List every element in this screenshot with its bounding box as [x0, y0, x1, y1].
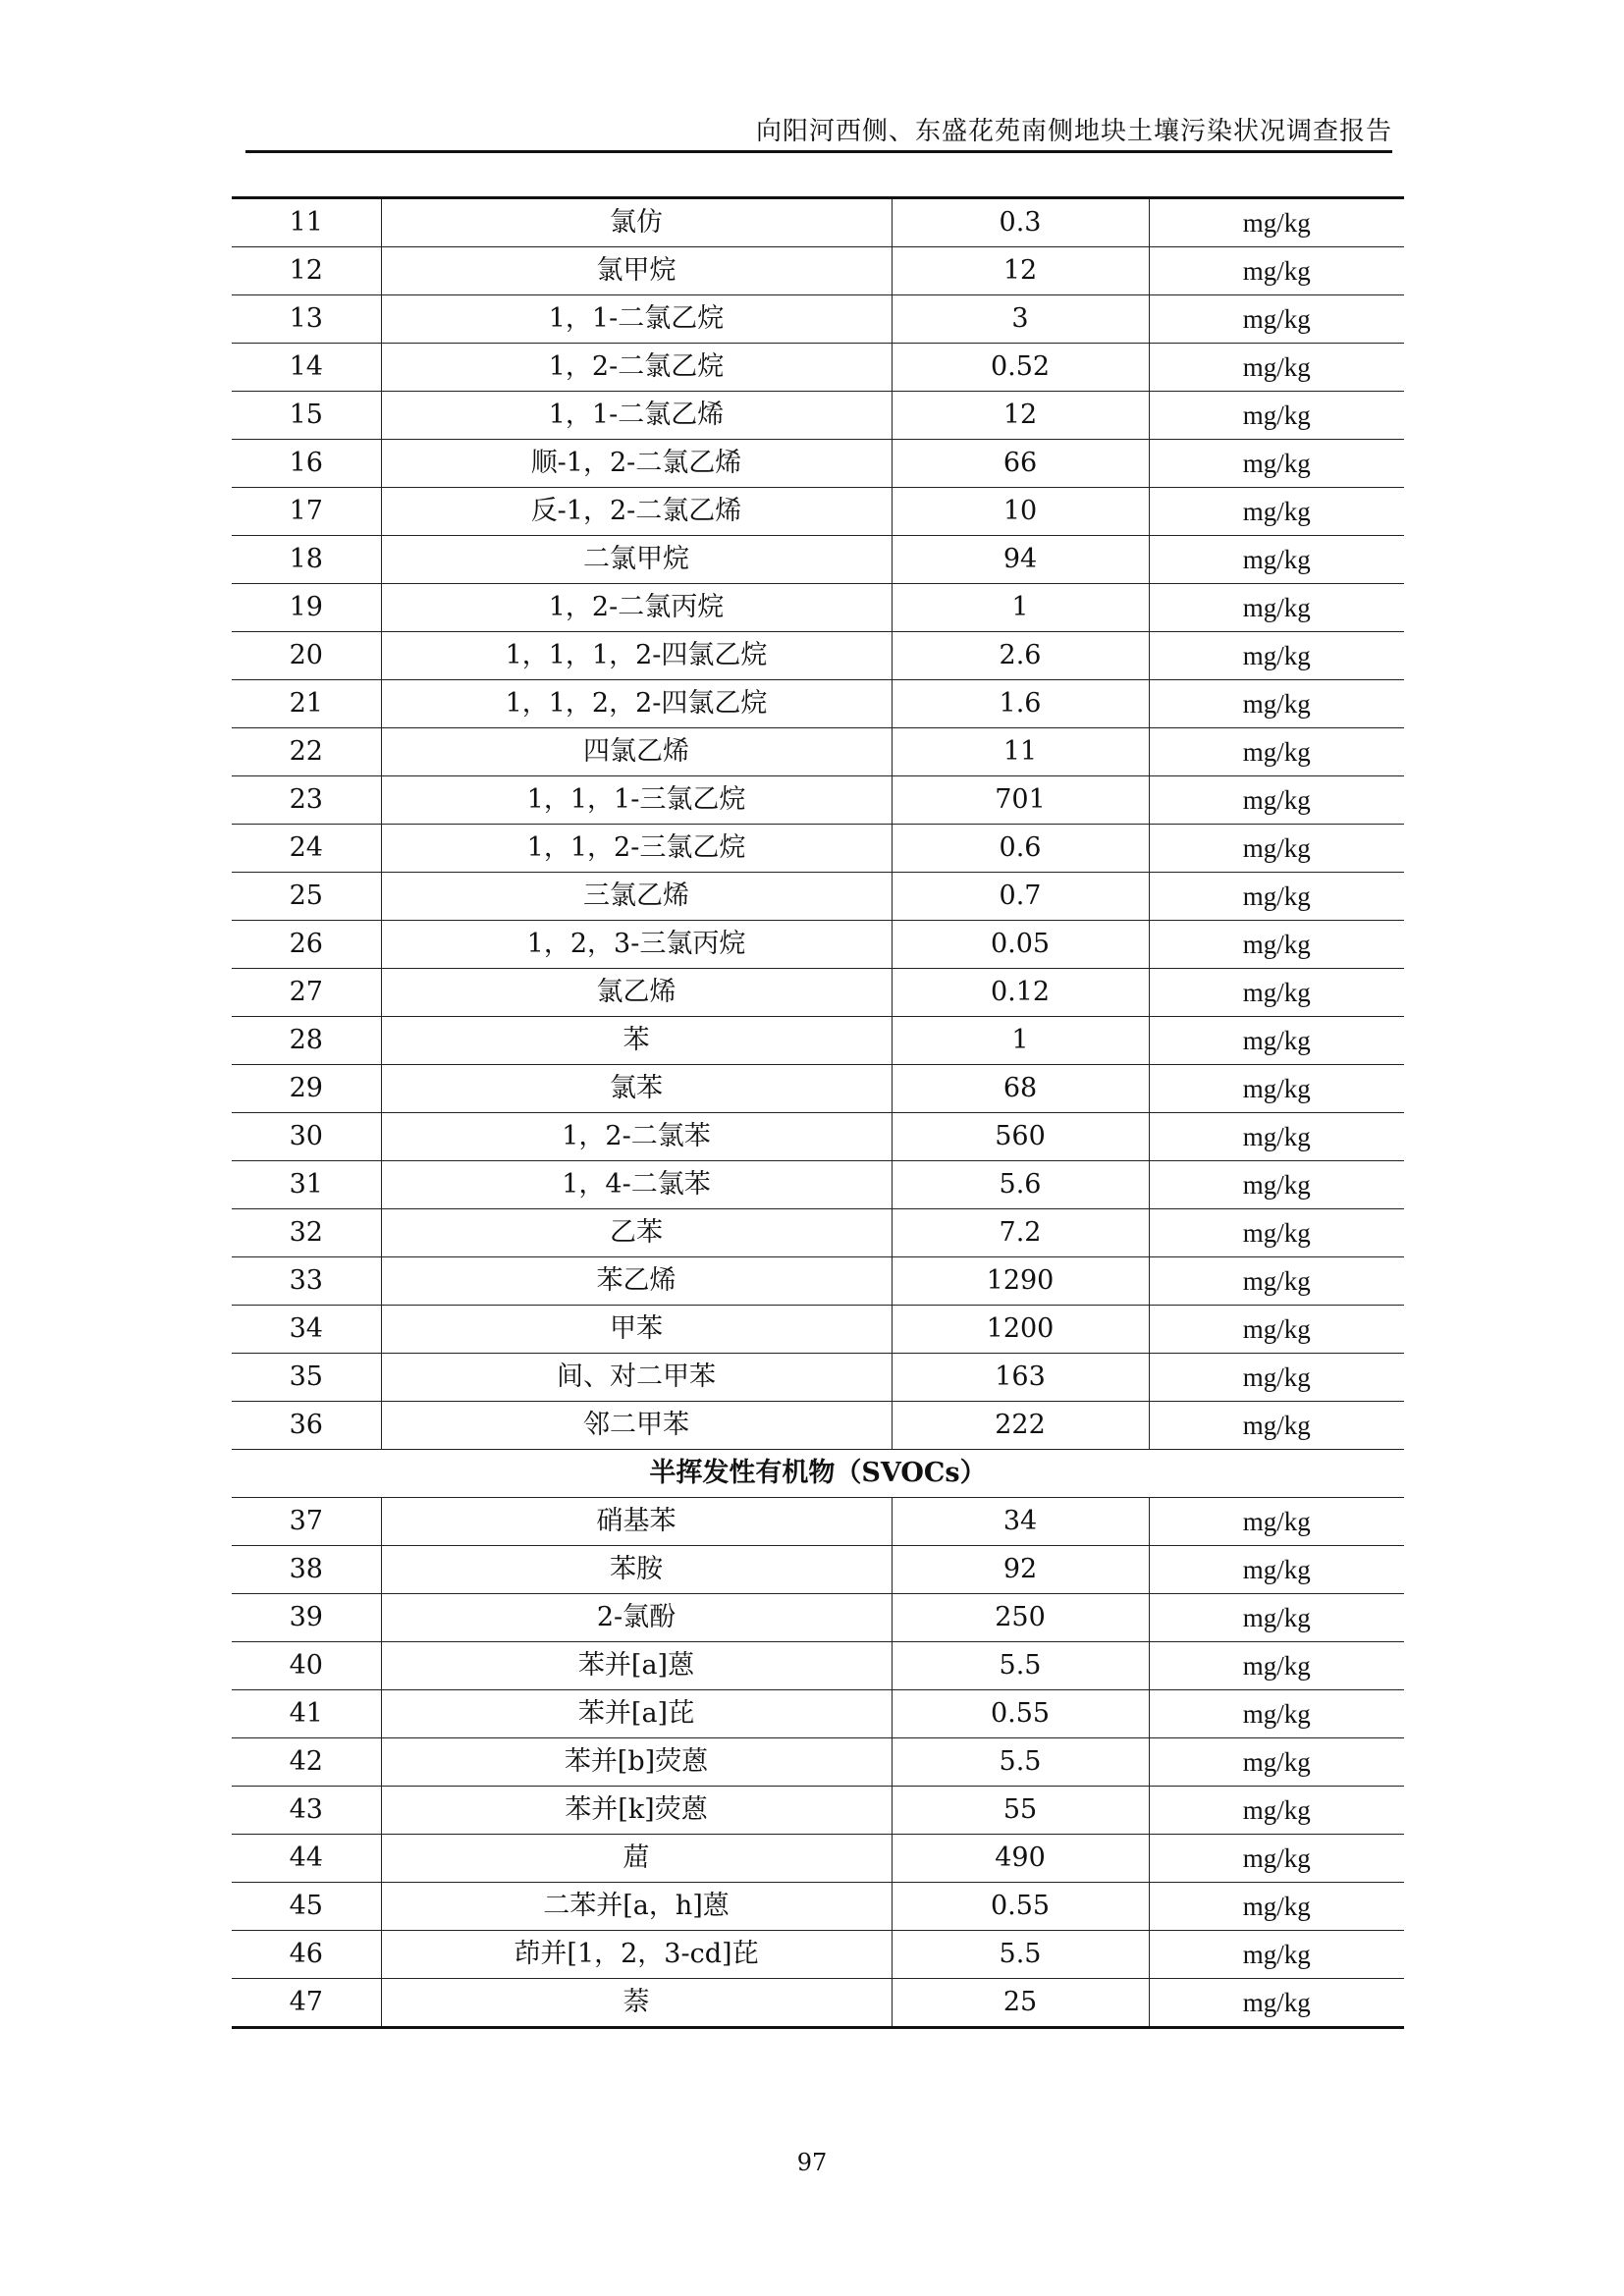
row-number-cell: 17 — [232, 488, 381, 536]
substance-name-cell: 苯并[a]蒽 — [381, 1642, 892, 1690]
screening-value-cell: 1 — [892, 584, 1149, 632]
row-number-cell: 32 — [232, 1209, 381, 1257]
table-row — [232, 198, 1404, 247]
unit-cell: mg/kg — [1149, 440, 1404, 488]
section-header-row — [232, 1450, 1404, 1498]
screening-value-cell: 5.5 — [892, 1642, 1149, 1690]
screening-value-cell: 0.05 — [892, 921, 1149, 969]
unit-cell: mg/kg — [1149, 1402, 1404, 1450]
substance-name-cell: 苯并[b]荧蒽 — [381, 1738, 892, 1787]
unit-cell: mg/kg — [1149, 1161, 1404, 1209]
table-row — [232, 825, 1404, 873]
row-number-cell: 40 — [232, 1642, 381, 1690]
table-row — [232, 1546, 1404, 1594]
row-number-cell: 23 — [232, 776, 381, 825]
table-row — [232, 728, 1404, 776]
row-number-cell: 12 — [232, 247, 381, 295]
substance-name-cell: 1，1，2，2-四氯乙烷 — [381, 680, 892, 728]
unit-cell: mg/kg — [1149, 1209, 1404, 1257]
substance-name-cell: 乙苯 — [381, 1209, 892, 1257]
row-number-cell: 41 — [232, 1690, 381, 1738]
substance-name-cell: 1，2-二氯苯 — [381, 1113, 892, 1161]
row-number-cell: 29 — [232, 1065, 381, 1113]
row-number-cell: 43 — [232, 1787, 381, 1835]
table-row — [232, 1498, 1404, 1546]
substance-name-cell: 间、对二甲苯 — [381, 1354, 892, 1402]
row-number-cell: 46 — [232, 1931, 381, 1979]
row-number-cell: 25 — [232, 873, 381, 921]
unit-cell: mg/kg — [1149, 584, 1404, 632]
unit-cell: mg/kg — [1149, 921, 1404, 969]
screening-value-cell: 0.6 — [892, 825, 1149, 873]
unit-cell: mg/kg — [1149, 344, 1404, 392]
row-number-cell: 11 — [289, 207, 323, 238]
screening-value-cell: 7.2 — [892, 1209, 1149, 1257]
row-number-cell: 28 — [232, 1017, 381, 1065]
screening-value-cell: 66 — [892, 440, 1149, 488]
screening-value-cell: 1290 — [892, 1257, 1149, 1306]
screening-value-cell: 55 — [892, 1787, 1149, 1835]
row-number-cell: 21 — [232, 680, 381, 728]
row-number-cell: 20 — [232, 632, 381, 680]
screening-value-cell: 1 — [892, 1017, 1149, 1065]
substance-name-cell: 二苯并[a，h]蒽 — [381, 1883, 892, 1931]
table-row — [232, 1979, 1404, 2028]
screening-value-cell: 5.5 — [892, 1931, 1149, 1979]
table-row — [232, 1113, 1404, 1161]
screening-value-cell: 68 — [892, 1065, 1149, 1113]
unit-cell: mg/kg — [1149, 1690, 1404, 1738]
screening-values-table-container — [232, 196, 1404, 2029]
row-number-cell: 31 — [232, 1161, 381, 1209]
table-row — [232, 295, 1404, 344]
row-number-cell: 13 — [232, 295, 381, 344]
table-row — [232, 1690, 1404, 1738]
substance-name-cell: 氯甲烷 — [381, 247, 892, 295]
unit-cell: mg/kg — [1149, 536, 1404, 584]
table-row — [232, 1209, 1404, 1257]
screening-value-cell: 1200 — [892, 1306, 1149, 1354]
unit-cell: mg/kg — [1149, 632, 1404, 680]
substance-name-cell: 氯乙烯 — [381, 969, 892, 1017]
screening-value-cell: 2.6 — [892, 632, 1149, 680]
screening-value-cell: 250 — [892, 1594, 1149, 1642]
row-number-cell: 39 — [232, 1594, 381, 1642]
screening-value-cell: 0.55 — [892, 1690, 1149, 1738]
section-header: 半挥发性有机物（SVOCs） — [232, 1450, 1404, 1498]
substance-name-cell: 氯苯 — [381, 1065, 892, 1113]
table-body — [232, 198, 1404, 2028]
unit-cell: mg/kg — [1149, 1594, 1404, 1642]
unit-cell: mg/kg — [1149, 1306, 1404, 1354]
unit-cell: mg/kg — [1149, 1642, 1404, 1690]
unit-cell: mg/kg — [1149, 1354, 1404, 1402]
screening-value-cell: 5.6 — [892, 1161, 1149, 1209]
unit-cell: mg/kg — [1149, 198, 1404, 247]
substance-name-cell: 苯并[k]荧蒽 — [381, 1787, 892, 1835]
table-row — [232, 632, 1404, 680]
substance-name-cell: 硝基苯 — [381, 1498, 892, 1546]
row-number-cell: 14 — [232, 344, 381, 392]
row-number-cell: 44 — [232, 1835, 381, 1883]
screening-values-table — [232, 196, 1404, 2029]
screening-value-cell: 10 — [892, 488, 1149, 536]
substance-name-cell: 䓛 — [381, 1835, 892, 1883]
unit-cell: mg/kg — [1149, 825, 1404, 873]
unit-cell: mg/kg — [1149, 1931, 1404, 1979]
row-number-cell: 34 — [232, 1306, 381, 1354]
table-row — [232, 1306, 1404, 1354]
table-row — [232, 1017, 1404, 1065]
unit-cell: mg/kg — [1149, 680, 1404, 728]
row-number-cell: 24 — [232, 825, 381, 873]
unit-cell: mg/kg — [1149, 1883, 1404, 1931]
table-row — [232, 344, 1404, 392]
substance-name-cell: 二氯甲烷 — [381, 536, 892, 584]
screening-value-cell: 0.3 — [892, 198, 1149, 247]
screening-value-cell: 0.52 — [892, 344, 1149, 392]
unit-cell: mg/kg — [1149, 776, 1404, 825]
substance-name-cell: 1，2-二氯丙烷 — [381, 584, 892, 632]
row-number-cell: 33 — [232, 1257, 381, 1306]
unit-cell: mg/kg — [1149, 969, 1404, 1017]
screening-value-cell: 12 — [892, 247, 1149, 295]
screening-value-cell: 0.7 — [892, 873, 1149, 921]
row-number-cell: 36 — [232, 1402, 381, 1450]
table-row — [232, 1257, 1404, 1306]
unit-cell: mg/kg — [1149, 1113, 1404, 1161]
row-number-cell: 35 — [232, 1354, 381, 1402]
unit-cell: mg/kg — [1149, 488, 1404, 536]
table-row — [232, 1065, 1404, 1113]
table-row — [232, 873, 1404, 921]
unit-cell: mg/kg — [1149, 1065, 1404, 1113]
screening-value-cell: 34 — [892, 1498, 1149, 1546]
unit-cell: mg/kg — [1149, 295, 1404, 344]
substance-name-cell: 1，1，1-三氯乙烷 — [381, 776, 892, 825]
table-row — [232, 921, 1404, 969]
substance-name-cell: 茚并[1，2，3-cd]芘 — [381, 1931, 892, 1979]
substance-name-cell: 1，2-二氯乙烷 — [381, 344, 892, 392]
screening-value-cell: 11 — [892, 728, 1149, 776]
unit-cell: mg/kg — [1149, 392, 1404, 440]
screening-value-cell: 3 — [892, 295, 1149, 344]
table-row — [232, 776, 1404, 825]
screening-value-cell: 0.55 — [892, 1883, 1149, 1931]
substance-name-cell: 三氯乙烯 — [381, 873, 892, 921]
table-row — [232, 1787, 1404, 1835]
table-row — [232, 1931, 1404, 1979]
substance-name-cell: 1，1-二氯乙烯 — [381, 392, 892, 440]
substance-name-cell: 反-1，2-二氯乙烯 — [381, 488, 892, 536]
row-number-cell: 47 — [232, 1979, 381, 2028]
table-row — [232, 1738, 1404, 1787]
row-number-cell: 37 — [232, 1498, 381, 1546]
table-row — [232, 536, 1404, 584]
document-header-title: 向阳河西侧、东盛花苑南侧地块土壤污染状况调查报告 — [755, 117, 1392, 146]
unit-cell: mg/kg — [1149, 1787, 1404, 1835]
unit-cell: mg/kg — [1149, 1738, 1404, 1787]
unit-cell: mg/kg — [1149, 1546, 1404, 1594]
screening-value-cell: 25 — [892, 1979, 1149, 2028]
table-row — [232, 1161, 1404, 1209]
row-number-cell: 30 — [232, 1113, 381, 1161]
table-row — [232, 1594, 1404, 1642]
screening-value-cell: 560 — [892, 1113, 1149, 1161]
substance-name-cell: 苯胺 — [381, 1546, 892, 1594]
row-number-cell: 19 — [232, 584, 381, 632]
table-row — [232, 1402, 1404, 1450]
screening-value-cell: 0.12 — [892, 969, 1149, 1017]
header-rule — [245, 150, 1392, 153]
screening-value-cell: 5.5 — [892, 1738, 1149, 1787]
row-number-cell: 27 — [232, 969, 381, 1017]
row-number-cell: 18 — [232, 536, 381, 584]
substance-name-cell: 苯乙烯 — [381, 1257, 892, 1306]
table-row — [232, 1883, 1404, 1931]
unit-cell: mg/kg — [1149, 1498, 1404, 1546]
unit-cell: mg/kg — [1149, 247, 1404, 295]
table-row — [232, 680, 1404, 728]
table-row — [232, 584, 1404, 632]
unit-cell: mg/kg — [1149, 1257, 1404, 1306]
substance-name-cell: 1，1，2-三氯乙烷 — [381, 825, 892, 873]
screening-value-cell: 94 — [892, 536, 1149, 584]
table-row — [232, 488, 1404, 536]
table-row — [232, 969, 1404, 1017]
unit-cell: mg/kg — [1149, 1979, 1404, 2028]
substance-name-cell: 氯仿 — [381, 198, 892, 247]
screening-value-cell: 92 — [892, 1546, 1149, 1594]
substance-name-cell: 苯 — [381, 1017, 892, 1065]
substance-name-cell: 2-氯酚 — [381, 1594, 892, 1642]
substance-name-cell: 顺-1，2-二氯乙烯 — [381, 440, 892, 488]
screening-value-cell: 1.6 — [892, 680, 1149, 728]
table-row — [232, 392, 1404, 440]
substance-name-cell: 甲苯 — [381, 1306, 892, 1354]
table-row — [232, 1835, 1404, 1883]
row-number-cell: 45 — [232, 1883, 381, 1931]
row-number-cell: 38 — [232, 1546, 381, 1594]
screening-value-cell: 163 — [892, 1354, 1149, 1402]
page-number: 97 — [796, 2149, 828, 2176]
unit-cell: mg/kg — [1149, 1835, 1404, 1883]
screening-value-cell: 12 — [892, 392, 1149, 440]
substance-name-cell: 1，1-二氯乙烷 — [381, 295, 892, 344]
screening-value-cell: 222 — [892, 1402, 1149, 1450]
unit-cell: mg/kg — [1149, 728, 1404, 776]
unit-cell: mg/kg — [1149, 1017, 1404, 1065]
substance-name-cell: 1，4-二氯苯 — [381, 1161, 892, 1209]
row-number-cell: 16 — [232, 440, 381, 488]
table-row — [232, 1354, 1404, 1402]
substance-name-cell: 萘 — [381, 1979, 892, 2028]
table-row — [232, 440, 1404, 488]
substance-name-cell: 1，1，1，2-四氯乙烷 — [381, 632, 892, 680]
substance-name-cell: 邻二甲苯 — [381, 1402, 892, 1450]
row-number-cell: 22 — [232, 728, 381, 776]
row-number-cell: 15 — [232, 392, 381, 440]
table-row — [232, 1642, 1404, 1690]
table-row — [232, 247, 1404, 295]
screening-value-cell: 701 — [892, 776, 1149, 825]
row-number-cell: 26 — [232, 921, 381, 969]
substance-name-cell: 四氯乙烯 — [381, 728, 892, 776]
screening-value-cell: 490 — [892, 1835, 1149, 1883]
substance-name-cell: 苯并[a]芘 — [381, 1690, 892, 1738]
row-number-cell: 42 — [232, 1738, 381, 1787]
substance-name-cell: 1，2，3-三氯丙烷 — [381, 921, 892, 969]
unit-cell: mg/kg — [1149, 873, 1404, 921]
